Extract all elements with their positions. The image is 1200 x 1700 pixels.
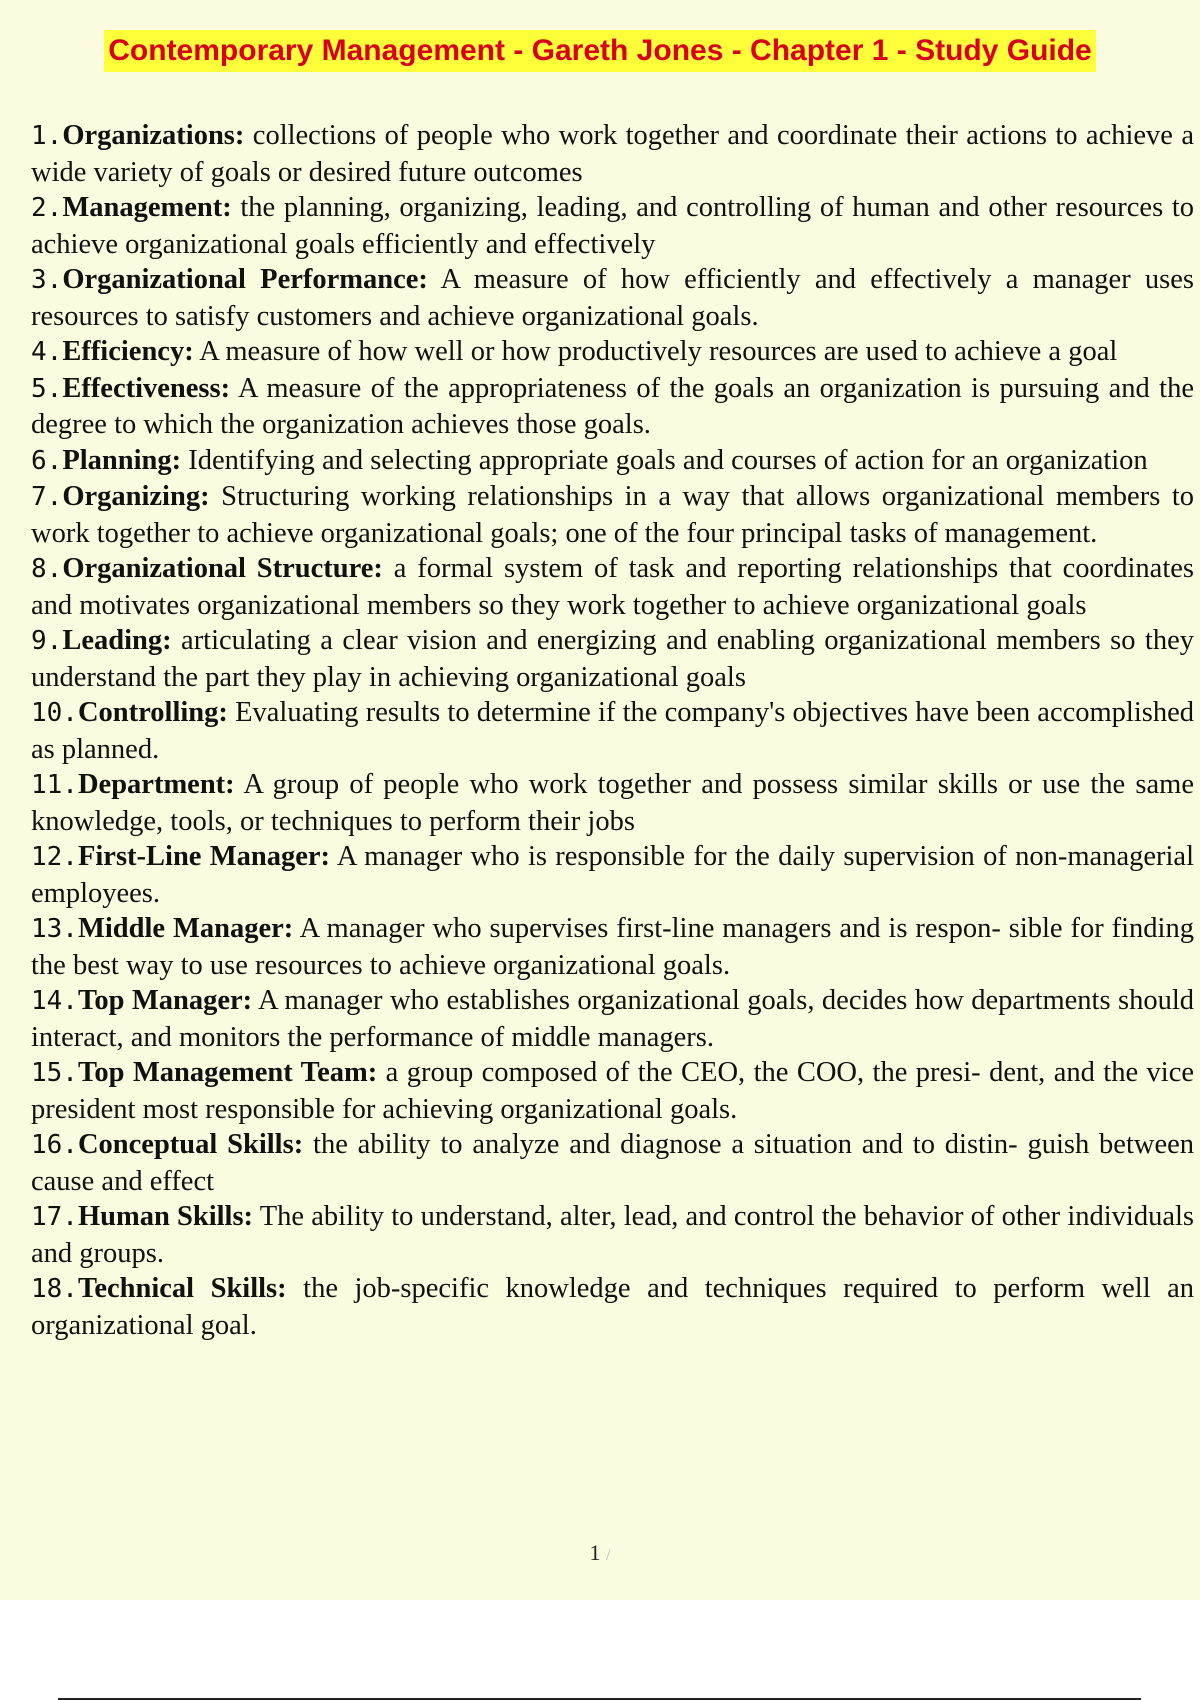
term-word: Leading:	[62, 625, 172, 656]
term-definition: A manager who supervises first-line managers and is respon- sible for finding the best way to use resources to achieve organizational goals.	[31, 913, 1194, 981]
term-number: 17.	[31, 1202, 78, 1232]
term-item	[31, 1127, 1194, 1199]
term-word: Top Management Team:	[77, 1057, 378, 1088]
term-definition: A measure of the appropriateness of the goals an organization is pursuing and the degree to which the organization achieves those goals.	[31, 372, 1195, 440]
term-definition: Identifying and selecting appropriate goals and courses of action for an organization	[188, 444, 1148, 476]
term-word: First-Line Manager:	[77, 841, 331, 872]
term-word: Controlling:	[77, 697, 228, 728]
term-item	[31, 1199, 1194, 1271]
term-number: 12.	[31, 842, 78, 872]
term-item	[31, 334, 1194, 371]
page-number	[0, 1540, 1200, 1566]
term-number: 5.	[31, 373, 63, 404]
term-list	[31, 118, 1194, 1343]
term-number: 14.	[31, 986, 78, 1016]
term-number: 11.	[31, 770, 78, 800]
term-item	[31, 443, 1194, 480]
term-number: 7.	[31, 482, 63, 512]
term-definition: Evaluating results to determine if the company's objectives have been accomplished as planned.	[31, 697, 1194, 765]
term-item	[31, 1055, 1194, 1127]
term-number: 2.	[31, 193, 63, 223]
page-number-separator: /	[606, 1547, 611, 1564]
term-definition: the job-specific knowledge and techniques required to perform well an organizational goal.	[31, 1273, 1195, 1341]
term-item	[31, 983, 1194, 1055]
term-item	[31, 262, 1194, 334]
term-definition: The ability to understand, alter, lead, and control the behavior of other individuals and groups.	[31, 1201, 1194, 1269]
term-number: 1.	[31, 121, 63, 151]
term-definition: articulating a clear vision and energizing and enabling organizational members so they understand the part they play in achieving organizational goals	[31, 625, 1194, 693]
term-definition: A measure of how well or how productively resources are used to achieve a goal	[199, 336, 1118, 367]
term-word: Organizing:	[62, 481, 210, 512]
term-item	[31, 623, 1194, 695]
term-item	[31, 190, 1194, 262]
term-item	[31, 911, 1194, 983]
term-definition: the planning, organizing, leading, and controlling of human and other resources to achieve organizational goals efficiently and effectively	[31, 192, 1195, 260]
term-item	[31, 551, 1194, 623]
term-word: Department:	[77, 769, 235, 800]
term-number: 3.	[31, 265, 63, 295]
term-word: Organizations:	[62, 120, 245, 151]
term-word: Human Skills:	[77, 1201, 254, 1232]
term-item	[31, 767, 1194, 839]
term-word: Top Manager:	[77, 985, 253, 1016]
term-word: Middle Manager:	[77, 913, 294, 944]
term-number: 4.	[31, 337, 63, 367]
term-item	[31, 695, 1194, 767]
term-number: 8.	[31, 554, 63, 584]
term-item	[31, 1271, 1194, 1343]
term-definition: a formal system of task and reporting relationships that coordinates and motivates organizational members so they work together to achieve organizational goals	[31, 553, 1194, 621]
term-definition: the ability to analyze and diagnose a situation and to distin- guish between cause and effect	[31, 1129, 1194, 1197]
term-number: 9.	[31, 626, 63, 656]
page-title: Contemporary Management - Gareth Jones - Chapter 1 - Study Guide	[104, 30, 1096, 72]
term-item	[31, 479, 1194, 551]
term-number: 10.	[31, 698, 78, 728]
term-definition: A measure of how efficiently and effectively a manager uses resources to satisfy customers and achieve organizational goals.	[31, 264, 1194, 332]
term-definition: collections of people who work together and coordinate their actions to achieve a wide variety of goals or desired future outcomes	[31, 120, 1195, 188]
title-banner	[0, 30, 1200, 72]
term-item	[31, 118, 1194, 190]
term-word: Management:	[62, 192, 232, 223]
term-word: Organizational Structure:	[62, 553, 383, 584]
term-number: 6.	[31, 445, 63, 476]
term-number: 13.	[31, 914, 78, 944]
term-word: Conceptual Skills:	[77, 1129, 304, 1160]
term-number: 18.	[31, 1274, 78, 1304]
term-word: Effectiveness:	[62, 372, 231, 404]
term-word: Technical Skills:	[77, 1273, 287, 1304]
term-definition: A manager who establishes organizational goals, decides how departments should interact, and monitors the performance of middle managers.	[31, 985, 1194, 1053]
term-definition: Structuring working relationships in a way that allows organizational members to work together to achieve organizational goals; one of the four principal tasks of management.	[31, 481, 1194, 549]
page-number-value: 1	[589, 1540, 601, 1565]
term-item	[31, 839, 1194, 911]
term-item	[31, 371, 1194, 443]
term-number: 16.	[31, 1130, 78, 1160]
term-word: Planning:	[62, 444, 182, 476]
term-word: Organizational Performance:	[62, 264, 428, 295]
term-definition: A group of people who work together and possess similar skills or use the same knowledge, tools, or techniques to perform their jobs	[31, 769, 1194, 837]
term-number: 15.	[31, 1058, 78, 1088]
term-word: Efficiency:	[62, 336, 194, 367]
term-definition: a group composed of the CEO, the COO, the presi- dent, and the vice president most responsible for achieving organizational goals.	[31, 1057, 1194, 1125]
term-definition: A manager who is responsible for the daily supervision of non-managerial employees.	[31, 841, 1194, 909]
